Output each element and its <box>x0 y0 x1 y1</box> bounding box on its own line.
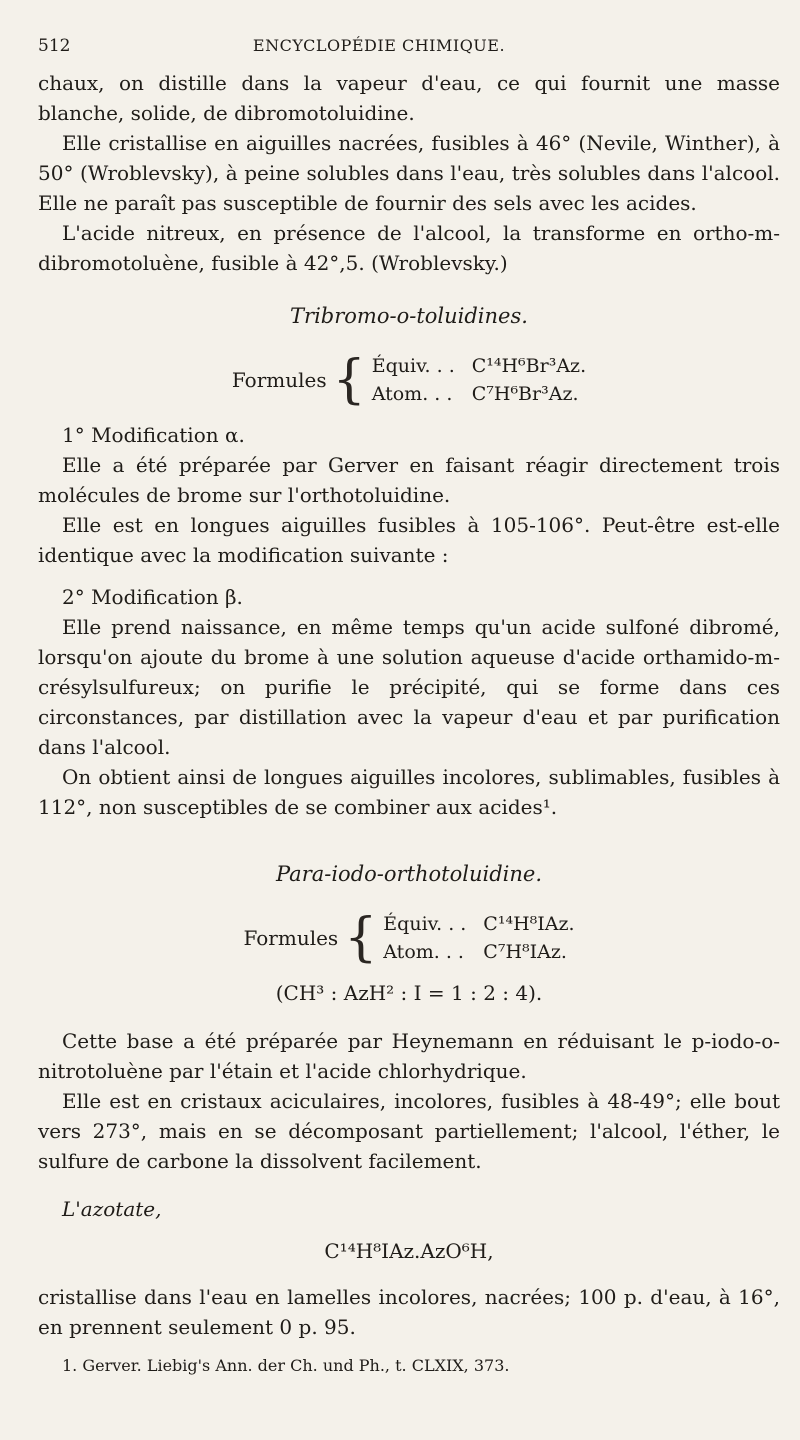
formula-block <box>38 906 780 970</box>
azotate-label: L'azotate, <box>62 1197 162 1221</box>
running-title: ENCYCLOPÉDIE CHIMIQUE. <box>252 36 506 55</box>
footnote: 1. Gerver. Liebig's Ann. der Ch. und Ph., t. CLXIX, 373. <box>62 1356 510 1375</box>
paragraph: L'acide nitreux, en présence de l'alcool, la transforme en ortho-m-dibromotoluène, fusible à 42°,5. (Wroblevsky.) <box>38 221 780 275</box>
page-number: 512 <box>38 36 71 56</box>
paragraph: Elle est en cristaux aciculaires, incolores, fusibles à 48-49°; elle bout vers 273°, mais en se décomposant partiellement; l'alcool, l'éther, le sulfure de carbone la dissolvent facilement. <box>38 1089 780 1173</box>
paragraph: Cette base a été préparée par Heynemann en réduisant le p-iodo-o-nitrotoluène par l'étain et l'acide chlorhydrique. <box>38 1029 780 1083</box>
formula-label: Formules <box>231 368 327 392</box>
ratio-line: (CH³ : AzH² : I = 1 : 2 : 4). <box>275 981 543 1005</box>
section-title: Para-iodo-orthotoluidine. <box>275 862 543 886</box>
formula-label: Formules <box>243 926 339 950</box>
brace-icon: { <box>332 350 366 410</box>
formula-value: C¹⁴H⁸IAz. <box>483 913 575 935</box>
paragraph: Elle a été préparée par Gerver en faisant réagir directement trois molécules de brome sur l'orthotoluidine. <box>38 453 780 507</box>
formula-key: Équiv. . . <box>371 355 455 377</box>
paragraph: Elle cristallise en aiguilles nacrées, fusibles à 46° (Nevile, Winther), à 50° (Wroblevsky), à peine solubles dans l'eau, très solubles dans l'alcool. Elle ne paraît pas susceptible de fournir des sels avec les acides. <box>38 131 780 215</box>
paragraph: chaux, on distille dans la vapeur d'eau, ce qui fournit une masse blanche, solide, de dibromotoluidine. <box>38 71 780 125</box>
formula-value: C⁷H⁶Br³Az. <box>471 383 579 405</box>
paragraph: Elle est en longues aiguilles fusibles à 105-106°. Peut-être est-elle identique avec la modification suivante : <box>38 513 780 567</box>
formula-key: Atom. . . <box>371 383 453 405</box>
paragraph: On obtient ainsi de longues aiguilles incolores, sublimables, fusibles à 112°, non susceptibles de se combiner aux acides¹. <box>38 765 780 819</box>
paragraph: cristallise dans l'eau en lamelles incolores, nacrées; 100 p. d'eau, à 16°, en prennent seulement 0 p. 95. <box>38 1285 780 1339</box>
formula-key: Atom. . . <box>383 941 464 963</box>
formula-block <box>38 348 780 412</box>
paragraph: Elle prend naissance, en même temps qu'un acide sulfoné dibromé, lorsqu'on ajoute du brome à une solution aqueuse d'acide orthamido-m-crésylsulfureux; on purifie le précipité, qui se forme dans ces circonstances, par distillation avec la vapeur d'eau et par purification dans l'alcool. <box>38 615 780 759</box>
formula-value: C¹⁴H⁶Br³Az. <box>471 355 587 377</box>
modification-heading: 1° Modification α. <box>62 423 245 447</box>
brace-icon: { <box>344 908 378 968</box>
modification-heading: 2° Modification β. <box>62 585 243 609</box>
section-title: Tribromo-o-toluidines. <box>290 304 528 328</box>
page <box>38 36 780 1378</box>
azotate-formula: C¹⁴H⁸IAz.AzO⁶H, <box>324 1239 494 1263</box>
page-header <box>38 36 780 68</box>
formula-value: C⁷H⁸IAz. <box>483 941 567 963</box>
formula-key: Équiv. . . <box>383 913 467 935</box>
